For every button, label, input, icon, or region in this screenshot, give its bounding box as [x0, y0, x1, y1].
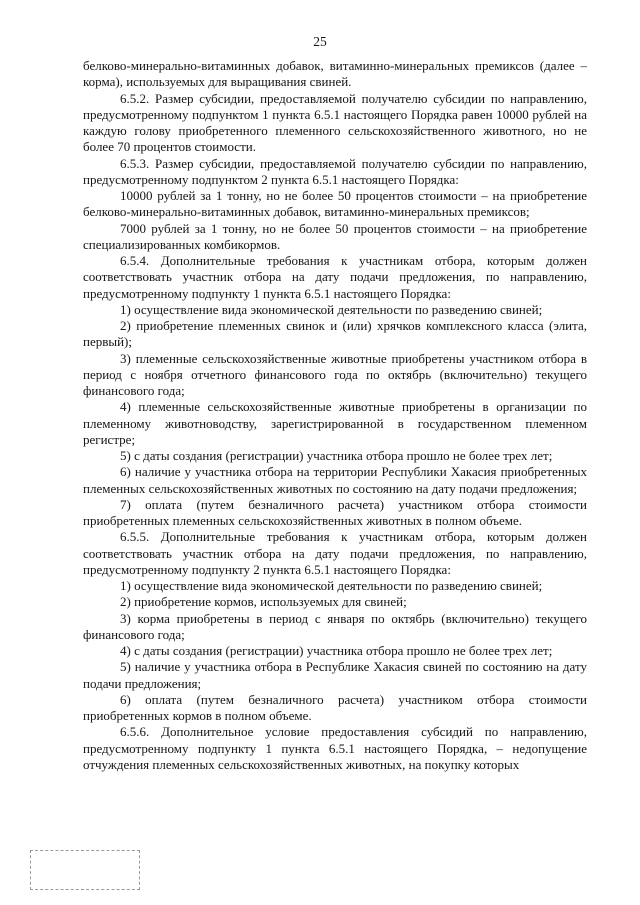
list-item: 3) корма приобретены в период с января по октябрь (включительно) текущего финансового года; — [83, 610, 587, 642]
list-item: 6) оплата (путем безналичного расчета) участником отбора стоимости приобретенных кормов в полном объеме. — [83, 691, 587, 723]
list-item: 4) племенные сельскохозяйственные животные приобретены в организации по племенному животноводству, зарегистрированной в государственном племенном регистре; — [83, 399, 587, 447]
paragraph: 7000 рублей за 1 тонну, но не более 50 процентов стоимости – на приобретение специализированных комбикормов. — [83, 220, 587, 252]
document-body — [83, 58, 587, 773]
list-item: 5) наличие у участника отбора в Республике Хакасия свиней по состоянию на дату подачи предложения; — [83, 659, 587, 691]
paragraph: 6.5.3. Размер субсидии, предоставляемой получателю субсидии по направлению, предусмотренному подпунктом 2 пункта 6.5.1 настоящего Порядка: — [83, 155, 587, 187]
paragraph: белково-минерально-витаминных добавок, витаминно-минеральных премиксов (далее – корма), используемых для выращивания свиней. — [83, 58, 587, 90]
paragraph: 6.5.2. Размер субсидии, предоставляемой получателю субсидии по направлению, предусмотренному подпунктом 1 пункта 6.5.1 настоящего Порядка равен 10000 рублей на каждую голову приобретенного племенного сельскохозяйственного животного, но не более 70 процентов стоимости. — [83, 90, 587, 155]
paragraph: 6.5.5. Дополнительные требования к участникам отбора, которым должен соответствовать участник отбора на дату подачи предложения, по направлению, предусмотренному подпункту 2 пункта 6.5.1 настоящего Порядка: — [83, 529, 587, 577]
list-item: 1) осуществление вида экономической деятельности по разведению свиней; — [120, 301, 543, 317]
list-item: 3) племенные сельскохозяйственные животные приобретены участником отбора в период с ноября отчетного финансового года по октябрь (включительно) текущего финансового года; — [83, 350, 587, 398]
list-item: 2) приобретение племенных свинок и (или) хрячков комплексного класса (элита, первый); — [83, 318, 587, 350]
list-item: 4) с даты создания (регистрации) участника отбора прошло не более трех лет; — [120, 643, 553, 658]
paragraph: 6.5.6. Дополнительное условие предоставления субсидий по направлению, предусмотренному подпункту 1 пункта 6.5.1 настоящего Порядка, – недопущение отчуждения племенных сельскохозяйственных животных, на покупку которых — [83, 724, 587, 772]
list-item: 6) наличие у участника отбора на территории Республики Хакасия приобретенных племенных сельскохозяйственных животных по состоянию на дату подачи предложения; — [83, 464, 587, 496]
list-item: 5) с даты создания (регистрации) участника отбора прошло не более трех лет; — [120, 448, 553, 463]
paragraph: 10000 рублей за 1 тонну, но не более 50 процентов стоимости – на приобретение белково-минерально-витаминных добавок, витаминно-минеральных премиксов; — [83, 188, 587, 220]
paragraph: 6.5.4. Дополнительные требования к участникам отбора, которым должен соответствовать участник отбора на дату подачи предложения, по направлению, предусмотренному подпункту 1 пункта 6.5.1 настоящего Порядка: — [83, 253, 587, 301]
list-item: 1) осуществление вида экономической деятельности по разведению свиней; — [120, 578, 543, 593]
page-number: 25 — [313, 34, 327, 49]
list-item: 2) приобретение кормов, используемых для свиней; — [120, 594, 407, 610]
list-item: 7) оплата (путем безналичного расчета) участником отбора стоимости приобретенных племенных сельскохозяйственных животных в полном объеме. — [83, 496, 587, 528]
faded-stamp-mark — [30, 850, 140, 890]
